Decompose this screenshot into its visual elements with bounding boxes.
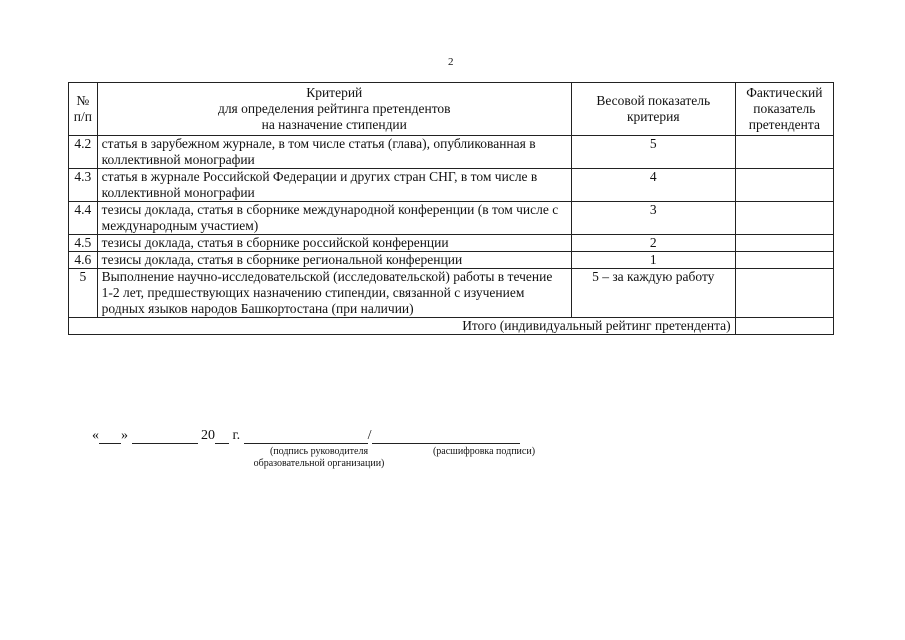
header-criterion-line: Критерий: [306, 85, 363, 100]
header-actual: [735, 83, 833, 136]
table-row: [69, 269, 834, 318]
row-actual: [735, 202, 833, 235]
total-row: [69, 318, 834, 335]
header-actual-line: Фактический: [746, 85, 823, 100]
row-criterion: статья в зарубежном журнале, в том числе статья (глава), опубликованная в коллективной монографии: [97, 136, 571, 169]
month-blank: [132, 429, 198, 444]
row-num: 4.5: [69, 235, 98, 252]
signature-caption: (подпись руководителя образовательной организации): [253, 446, 385, 469]
header-weight-line: критерия: [626, 109, 680, 124]
row-weight: 4: [571, 169, 735, 202]
row-num: 4.3: [69, 169, 98, 202]
row-actual: [735, 269, 833, 318]
open-quote: «: [92, 428, 99, 443]
slash: /: [367, 428, 372, 443]
table-row: [69, 136, 834, 169]
header-criterion: [97, 83, 571, 136]
header-weight: [571, 83, 735, 136]
decoding-blank: [372, 429, 520, 444]
row-criterion: тезисы доклада, статья в сборнике международной конференции (в том числе с международным участием): [97, 202, 571, 235]
year-suffix: г.: [232, 428, 241, 443]
decoding-caption: (расшифровка подписи): [432, 446, 536, 457]
row-weight: 5: [571, 136, 735, 169]
row-actual: [735, 169, 833, 202]
row-num: 5: [69, 269, 98, 318]
page-number: 2: [448, 56, 454, 68]
row-criterion: Выполнение научно-исследовательской (исследовательской) работы в течение 1-2 лет, предшествующих назначению стипендии, связанной с изучением родных языков народов Башкортостана (при наличии): [97, 269, 571, 318]
table-row: [69, 252, 834, 269]
row-criterion: статья в журнале Российской Федерации и других стран СНГ, в том числе в коллективной монографии: [97, 169, 571, 202]
row-weight: 5 – за каждую работу: [571, 269, 735, 318]
year-prefix: 20: [201, 428, 215, 443]
header-criterion-line: на назначение стипендии: [261, 117, 407, 132]
total-value: [735, 318, 833, 335]
table-row: [69, 202, 834, 235]
row-num: 4.2: [69, 136, 98, 169]
row-actual: [735, 136, 833, 169]
table-row: [69, 169, 834, 202]
row-actual: [735, 252, 833, 269]
row-num: 4.6: [69, 252, 98, 269]
year-blank: [215, 429, 229, 444]
row-weight: 1: [571, 252, 735, 269]
table-row: [69, 235, 834, 252]
criteria-table: [68, 82, 834, 335]
signature-line: [92, 428, 520, 444]
signature-blank: [244, 429, 368, 444]
header-num: № п/п: [69, 83, 98, 136]
row-num: 4.4: [69, 202, 98, 235]
header-actual-line: претендента: [748, 117, 820, 132]
table-header-row: [69, 83, 834, 136]
header-actual-line: показатель: [753, 101, 816, 116]
row-weight: 3: [571, 202, 735, 235]
total-label: Итого (индивидуальный рейтинг претендента): [69, 318, 736, 335]
day-blank: [99, 429, 121, 444]
row-actual: [735, 235, 833, 252]
row-criterion: тезисы доклада, статья в сборнике российской конференции: [97, 235, 571, 252]
row-weight: 2: [571, 235, 735, 252]
header-criterion-line: для определения рейтинга претендентов: [217, 101, 451, 116]
row-criterion: тезисы доклада, статья в сборнике региональной конференции: [97, 252, 571, 269]
header-weight-line: Весовой показатель: [596, 93, 711, 108]
close-quote: »: [121, 428, 128, 443]
